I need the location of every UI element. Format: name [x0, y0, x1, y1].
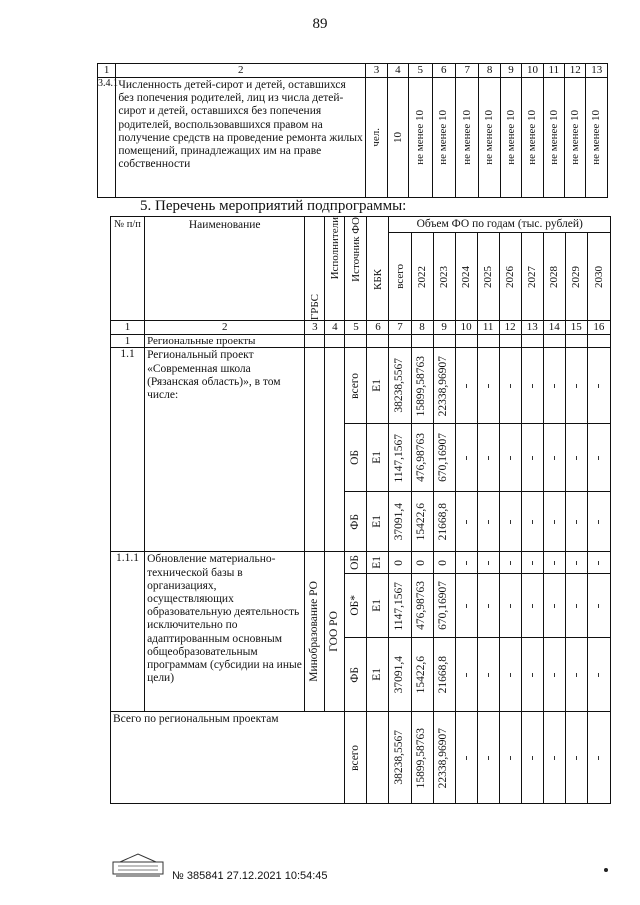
- empty-value-dash: [510, 561, 511, 565]
- indicator-column-number: 8: [486, 64, 493, 77]
- column-number: 15: [570, 321, 582, 333]
- indicator-column-number: 12: [569, 64, 581, 77]
- kbk-value: Е1: [371, 379, 384, 393]
- measure-grbs: Минобразование РО: [308, 581, 321, 683]
- header-volume: Объем ФО по годам (тыс. рублей): [389, 217, 611, 233]
- kbk-value: Е1: [371, 599, 384, 613]
- page-dot: [604, 868, 608, 872]
- indicator-value: не менее 10: [483, 110, 496, 165]
- indicator-value: не менее 10: [568, 110, 581, 165]
- indicator-column-number: 5: [417, 64, 424, 77]
- empty-value-dash: [488, 520, 489, 524]
- value-2023: 22338,96907: [437, 355, 450, 416]
- indicator-num: 3.4.1: [98, 78, 116, 198]
- header-year: 2022: [415, 265, 428, 288]
- indicator-value: не менее 10: [413, 110, 426, 165]
- summary-row: [111, 712, 611, 804]
- total-value: 0: [393, 559, 406, 566]
- column-number: 13: [526, 321, 538, 333]
- column-number: 9: [441, 321, 447, 333]
- column-number: 4: [332, 321, 338, 333]
- indicator-value: не менее 10: [437, 110, 450, 165]
- empty-value-dash: [554, 673, 555, 677]
- empty-value-dash: [466, 456, 467, 460]
- column-number: 14: [548, 321, 560, 333]
- empty-value-dash: [488, 604, 489, 608]
- empty-value-dash: [532, 673, 533, 677]
- indicator-name: Численность детей-сирот и детей, оставшихся без попечения родителей, лиц из числа детей-сирот и детей, оставшихся без попечения родителей, воспользовавшихся правом на получение средств на проведение ремонта жилых помещений, принадлежащих им на праве собственности: [116, 78, 366, 198]
- source-value: ФБ: [349, 513, 362, 530]
- empty-value-dash: [576, 456, 577, 460]
- empty-value-dash: [532, 384, 533, 388]
- header-total: всего: [393, 264, 406, 289]
- indicator-column-number: 1: [103, 64, 110, 77]
- project-num: 1.1: [111, 348, 145, 552]
- empty-value-dash: [554, 520, 555, 524]
- measure-name: Обновление материально-технической базы в организациях, осуществляющих образовательную деятельность исключительно по адаптированным основным общеобразовательным программам (субсидии на иные цели): [145, 552, 305, 712]
- indicator-table: [97, 63, 608, 198]
- empty-value-dash: [488, 673, 489, 677]
- empty-value-dash: [532, 520, 533, 524]
- empty-value-dash: [466, 756, 467, 760]
- indicator-value: не менее 10: [547, 110, 560, 165]
- total-value: 1147,1567: [393, 433, 406, 482]
- empty-value-dash: [576, 604, 577, 608]
- indicator-column-number: 9: [508, 64, 514, 77]
- column-number: 2: [221, 321, 228, 333]
- column-number: 6: [375, 321, 381, 333]
- empty-value-dash: [598, 756, 599, 760]
- empty-value-dash: [598, 384, 599, 388]
- total-value: 38238,5567: [393, 358, 406, 414]
- value-2022: 0: [415, 559, 428, 566]
- empty-value-dash: [598, 561, 599, 565]
- empty-value-dash: [532, 561, 533, 565]
- source-value: ОБ: [349, 555, 362, 571]
- summary-total: 38238,5567: [393, 730, 406, 786]
- header-year: 2027: [525, 265, 538, 288]
- empty-value-dash: [488, 384, 489, 388]
- empty-value-dash: [488, 756, 489, 760]
- column-number: 10: [460, 321, 472, 333]
- kbk-value: Е1: [371, 668, 384, 682]
- column-number: 3: [312, 321, 318, 333]
- value-2023: 21668,8: [437, 503, 450, 541]
- value-2023: 670,16907: [437, 581, 450, 631]
- header-grbs: ГРБС: [308, 293, 321, 320]
- header-kbk: КБК: [371, 269, 384, 290]
- indicator-header-row: [98, 64, 608, 78]
- empty-value-dash: [510, 520, 511, 524]
- kbk-value: Е1: [371, 451, 384, 465]
- empty-value-dash: [466, 384, 467, 388]
- kbk-value: Е1: [371, 515, 384, 529]
- total-value: 37091,4: [393, 656, 406, 694]
- indicator-unit: чел.: [370, 128, 383, 147]
- header-year: 2025: [481, 265, 494, 288]
- source-value: всего: [349, 372, 362, 399]
- empty-value-dash: [598, 456, 599, 460]
- column-number: 11: [482, 321, 494, 333]
- section-title: 5. Перечень мероприятий подпрограммы:: [140, 198, 407, 214]
- total-value: 37091,4: [393, 503, 406, 541]
- indicator-base: 10: [391, 132, 404, 143]
- indicator-column-number: 4: [395, 64, 401, 77]
- value-2022: 15899,58763: [415, 355, 428, 416]
- summary-2022: 15899,58763: [415, 727, 428, 788]
- empty-value-dash: [554, 756, 555, 760]
- empty-value-dash: [466, 561, 467, 565]
- value-2022: 476,98763: [415, 581, 428, 631]
- empty-value-dash: [488, 456, 489, 460]
- indicator-row: [98, 78, 608, 198]
- column-number-row: [111, 321, 611, 335]
- value-2023: 670,16907: [437, 433, 450, 483]
- empty-value-dash: [554, 604, 555, 608]
- project-name: Региональный проект «Современная школа (Рязанская область)», в том числе:: [145, 348, 305, 552]
- indicator-value: не менее 10: [504, 110, 517, 165]
- total-value: 1147,1567: [393, 581, 406, 630]
- indicator-column-number: 13: [591, 64, 603, 77]
- indicator-value: не менее 10: [526, 110, 539, 165]
- emblem-stamp: [112, 852, 164, 878]
- empty-value-dash: [532, 756, 533, 760]
- empty-value-dash: [554, 384, 555, 388]
- empty-value-dash: [466, 673, 467, 677]
- empty-value-dash: [576, 561, 577, 565]
- empty-value-dash: [576, 673, 577, 677]
- column-number: 7: [397, 321, 403, 333]
- header-name: Наименование: [145, 217, 305, 321]
- header-year: 2028: [547, 265, 560, 288]
- source-value: ОБ: [349, 450, 362, 466]
- indicator-value: не менее 10: [460, 110, 473, 165]
- empty-value-dash: [554, 561, 555, 565]
- empty-value-dash: [598, 673, 599, 677]
- indicator-column-number: 6: [440, 64, 447, 77]
- empty-value-dash: [466, 520, 467, 524]
- kbk-value: Е1: [371, 556, 384, 570]
- header-year: 2029: [569, 265, 582, 288]
- empty-value-dash: [598, 604, 599, 608]
- measure-row: [111, 552, 611, 574]
- column-number: 1: [124, 321, 131, 333]
- empty-value-dash: [510, 673, 511, 677]
- value-2023: 0: [437, 559, 450, 566]
- summary-label: Всего по региональным проектам: [111, 712, 345, 804]
- column-number: 16: [593, 321, 605, 333]
- header-year: 2030: [592, 265, 605, 288]
- value-2022: 476,98763: [415, 433, 428, 483]
- measure-executor: ГОО РО: [328, 611, 341, 653]
- empty-value-dash: [598, 520, 599, 524]
- header-executor: Исполнители: [328, 217, 341, 280]
- value-2023: 21668,8: [437, 656, 450, 694]
- section-num: 1: [111, 334, 145, 348]
- page-number: 89: [312, 16, 328, 32]
- empty-value-dash: [576, 384, 577, 388]
- header-year: 2024: [459, 265, 472, 288]
- value-2022: 15422,6: [415, 503, 428, 541]
- project-row: [111, 348, 611, 424]
- empty-value-dash: [510, 604, 511, 608]
- empty-value-dash: [576, 756, 577, 760]
- summary-source: всего: [349, 744, 362, 771]
- section-label: Региональные проекты: [145, 334, 305, 348]
- indicator-column-number: 10: [526, 64, 538, 77]
- empty-value-dash: [466, 604, 467, 608]
- source-value: ФБ: [349, 666, 362, 683]
- empty-value-dash: [510, 384, 511, 388]
- measures-table: [110, 216, 611, 804]
- empty-value-dash: [510, 756, 511, 760]
- measure-num: 1.1.1: [111, 552, 145, 712]
- document-registration-line: № 385841 27.12.2021 10:54:45: [172, 870, 328, 882]
- column-number: 12: [504, 321, 516, 333]
- indicator-column-number: 2: [238, 64, 244, 77]
- indicator-column-number: 3: [373, 64, 380, 77]
- header-source: Источник ФО: [349, 217, 362, 282]
- indicator-value: не менее 10: [590, 110, 603, 165]
- value-2022: 15422,6: [415, 656, 428, 694]
- empty-value-dash: [576, 520, 577, 524]
- indicator-column-number: 7: [464, 64, 470, 77]
- indicator-column-number: 11: [548, 64, 560, 77]
- column-number: 5: [353, 321, 359, 333]
- header-year: 2026: [503, 265, 516, 288]
- header-num: № п/п: [111, 217, 145, 321]
- empty-value-dash: [554, 456, 555, 460]
- empty-value-dash: [532, 456, 533, 460]
- header-year: 2023: [437, 265, 450, 288]
- summary-2023: 22338,96907: [437, 727, 450, 788]
- empty-value-dash: [532, 604, 533, 608]
- column-number: 8: [419, 321, 425, 333]
- source-value: ОБ*: [349, 595, 362, 617]
- empty-value-dash: [488, 561, 489, 565]
- empty-value-dash: [510, 456, 511, 460]
- section-row: [111, 334, 611, 348]
